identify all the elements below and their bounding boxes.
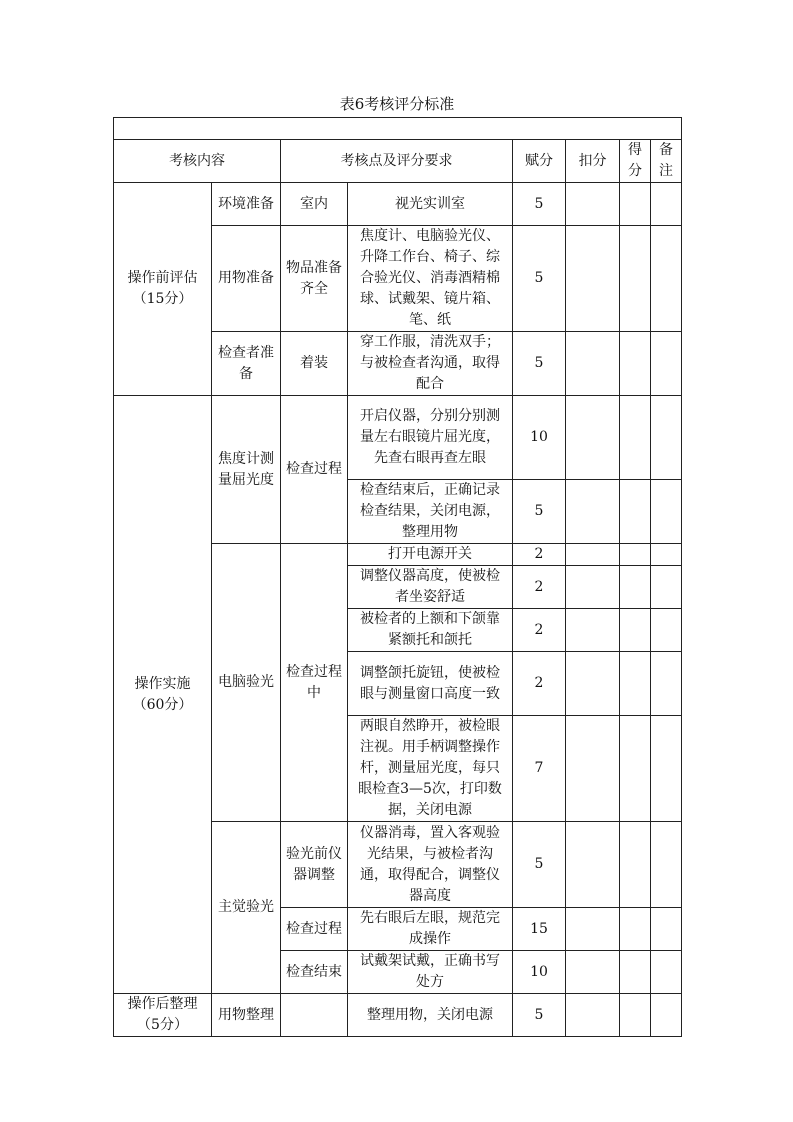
requirement-cell: 焦度计、电脑验光仪、升降工作台、椅子、综合验光仪、消毒酒精棉球、试戴架、镜片箱、笔、纸: [348, 226, 513, 332]
gain-cell: [620, 396, 651, 480]
deduct-cell: [566, 183, 620, 226]
header-score: 赋分: [513, 140, 566, 183]
header-note: 备注: [651, 140, 682, 183]
requirement-cell: 调整仪器高度，使被检者坐姿舒适: [348, 566, 513, 609]
gain-cell: [620, 609, 651, 652]
requirement-cell: 视光实训室: [348, 183, 513, 226]
table-row: [114, 994, 682, 1037]
section-total: （60分）: [132, 696, 193, 713]
score-cell: 2: [513, 566, 566, 609]
deduct-cell: [566, 652, 620, 716]
item-cell: 用物准备: [212, 226, 281, 332]
score-cell: 15: [513, 908, 566, 951]
item-cell: 检查者准备: [212, 332, 281, 396]
note-cell: [651, 994, 682, 1037]
point-cell: 验光前仪器调整: [281, 822, 348, 908]
requirement-cell: 仪器消毒，置入客观验光结果，与被检者沟通，取得配合，调整仪器高度: [348, 822, 513, 908]
score-cell: 2: [513, 652, 566, 716]
requirement-cell: 穿工作服，清洗双手；与被检查者沟通，取得配合: [348, 332, 513, 396]
blank-cell: [114, 118, 682, 140]
section-name: 操作前评估: [127, 270, 198, 286]
point-cell: 物品准备齐全: [281, 226, 348, 332]
section-total: （15分）: [132, 291, 193, 307]
gain-cell: [620, 332, 651, 396]
item-cell: 焦度计测量屈光度: [212, 396, 281, 544]
gain-cell: [620, 226, 651, 332]
deduct-cell: [566, 994, 620, 1037]
point-cell: 检查结束: [281, 951, 348, 994]
note-cell: [651, 332, 682, 396]
point-cell: [281, 994, 348, 1037]
score-cell: 5: [513, 822, 566, 908]
scoring-table: [113, 117, 682, 1037]
gain-cell: [620, 652, 651, 716]
deduct-cell: [566, 396, 620, 480]
item-cell: 环境准备: [212, 183, 281, 226]
note-cell: [651, 396, 682, 480]
deduct-cell: [566, 951, 620, 994]
requirement-cell: 打开电源开关: [348, 544, 513, 566]
section-name: 操作后整理: [127, 996, 198, 1012]
requirement-cell: 整理用物，关闭电源: [348, 994, 513, 1037]
note-cell: [651, 566, 682, 609]
header-points: 考核点及评分要求: [281, 140, 513, 183]
requirement-cell: 开启仪器，分别分别测量左右眼镜片屈光度，先查右眼再查左眼: [348, 396, 513, 480]
section-post: [114, 994, 212, 1037]
score-cell: 5: [513, 226, 566, 332]
point-cell: 检查过程: [281, 908, 348, 951]
gain-cell: [620, 908, 651, 951]
deduct-cell: [566, 716, 620, 822]
note-cell: [651, 226, 682, 332]
deduct-cell: [566, 822, 620, 908]
deduct-cell: [566, 566, 620, 609]
note-cell: [651, 183, 682, 226]
requirement-cell: 两眼自然睁开，被检眼注视。用手柄调整操作杆，测量屈光度，每只眼检查3—5次，打印数据，关闭电源: [348, 716, 513, 822]
deduct-cell: [566, 480, 620, 544]
note-cell: [651, 480, 682, 544]
header-row: [114, 140, 682, 183]
section-pre: [114, 183, 212, 396]
score-cell: 2: [513, 544, 566, 566]
point-cell: 检查过程中: [281, 544, 348, 822]
gain-cell: [620, 183, 651, 226]
requirement-cell: 调整颌托旋钮，使被检眼与测量窗口高度一致: [348, 652, 513, 716]
requirement-cell: 试戴架试戴，正确书写处方: [348, 951, 513, 994]
point-cell: 检查过程: [281, 396, 348, 544]
deduct-cell: [566, 226, 620, 332]
score-cell: 10: [513, 396, 566, 480]
header-content: 考核内容: [114, 140, 281, 183]
deduct-cell: [566, 544, 620, 566]
item-cell: 主觉验光: [212, 822, 281, 994]
score-cell: 7: [513, 716, 566, 822]
section-exec: [114, 396, 212, 994]
note-cell: [651, 951, 682, 994]
table-row: [114, 183, 682, 226]
gain-cell: [620, 544, 651, 566]
gain-cell: [620, 951, 651, 994]
table-caption: 表6考核评分标准: [339, 95, 455, 113]
score-cell: 2: [513, 609, 566, 652]
point-cell: 着装: [281, 332, 348, 396]
section-total: （5分）: [137, 1017, 188, 1033]
score-cell: 5: [513, 480, 566, 544]
gain-cell: [620, 822, 651, 908]
gain-cell: [620, 480, 651, 544]
score-cell: 5: [513, 994, 566, 1037]
score-cell: 5: [513, 183, 566, 226]
note-cell: [651, 908, 682, 951]
point-cell: 室内: [281, 183, 348, 226]
deduct-cell: [566, 609, 620, 652]
item-cell: 用物整理: [212, 994, 281, 1037]
item-cell: 电脑验光: [212, 544, 281, 822]
deduct-cell: [566, 908, 620, 951]
score-cell: 5: [513, 332, 566, 396]
header-deduct: 扣分: [566, 140, 620, 183]
table-row: [114, 396, 682, 480]
deduct-cell: [566, 332, 620, 396]
requirement-cell: 先右眼后左眼，规范完成操作: [348, 908, 513, 951]
gain-cell: [620, 716, 651, 822]
gain-cell: [620, 566, 651, 609]
requirement-cell: 检查结束后，正确记录检查结果，关闭电源，整理用物: [348, 480, 513, 544]
note-cell: [651, 544, 682, 566]
gain-cell: [620, 994, 651, 1037]
note-cell: [651, 822, 682, 908]
note-cell: [651, 609, 682, 652]
note-cell: [651, 652, 682, 716]
requirement-cell: 被检者的上额和下颌靠紧额托和颌托: [348, 609, 513, 652]
score-cell: 10: [513, 951, 566, 994]
note-cell: [651, 716, 682, 822]
header-gain: 得分: [620, 140, 651, 183]
blank-top-row: [114, 118, 682, 140]
section-name: 操作实施: [134, 675, 191, 692]
